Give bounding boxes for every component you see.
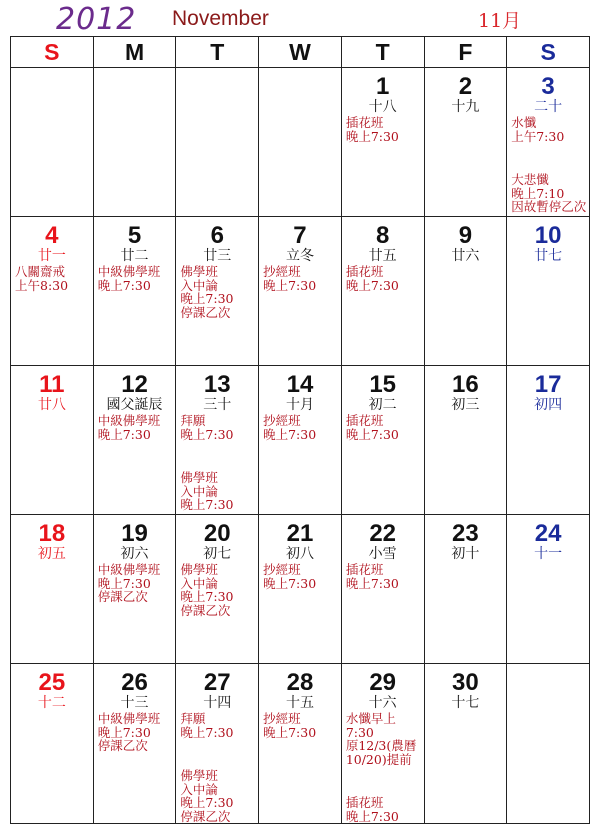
lunar-date: 二十 xyxy=(534,99,563,115)
day-cell xyxy=(259,664,342,824)
event-entry: 抄經班 晚上7:30 xyxy=(263,562,317,591)
event-entry: 佛學班 入中論 晚上7:30 停課乙次 xyxy=(180,768,234,824)
day-cell xyxy=(341,217,424,366)
month-title-chinese: 11月 xyxy=(478,10,522,32)
day-cell xyxy=(341,366,424,515)
lunar-date: 廿二 xyxy=(120,248,149,264)
lunar-date: 十八 xyxy=(368,99,397,115)
event-list xyxy=(176,563,258,617)
event-entry: 佛學班 入中論 晚上7:30 停課乙次 xyxy=(180,264,234,320)
empty-day-cell xyxy=(176,68,259,217)
weekday-sunday: S xyxy=(11,37,94,68)
lunar-date: 國父誕辰 xyxy=(106,397,163,413)
day-number: 26 xyxy=(121,669,148,696)
year-title: 2012 xyxy=(56,2,137,37)
day-cell xyxy=(176,664,259,824)
lunar-date: 十四 xyxy=(203,695,232,711)
day-number: 10 xyxy=(534,222,562,249)
event-entry: 插花班 晚上7:30 xyxy=(345,115,399,144)
calendar-week-row xyxy=(11,68,590,217)
lunar-date: 十二 xyxy=(37,695,66,711)
day-cell xyxy=(176,366,259,515)
day-number: 24 xyxy=(534,520,562,547)
event-entry: 抄經班 晚上7:30 xyxy=(263,711,317,740)
day-number: 4 xyxy=(45,222,59,249)
event-list xyxy=(259,265,341,292)
day-number: 16 xyxy=(452,371,479,398)
day-number: 15 xyxy=(369,371,397,398)
event-list xyxy=(342,116,424,143)
lunar-date: 初二 xyxy=(368,397,397,413)
empty-day-cell xyxy=(93,68,176,217)
lunar-date: 廿八 xyxy=(37,397,66,413)
day-cell xyxy=(341,68,424,217)
lunar-date: 廿六 xyxy=(451,248,480,264)
event-entry: 中級佛學班 晚上7:30 停課乙次 xyxy=(97,562,161,604)
event-entry: 中級佛學班 晚上7:30 停課乙次 xyxy=(97,711,161,753)
day-cell xyxy=(341,664,424,824)
day-cell xyxy=(507,366,590,515)
lunar-date: 初三 xyxy=(451,397,480,413)
day-cell xyxy=(507,217,590,366)
month-title-english: November xyxy=(172,7,269,30)
lunar-date: 初七 xyxy=(203,546,232,562)
lunar-date: 十一 xyxy=(534,546,563,562)
event-list xyxy=(259,414,341,441)
day-cell xyxy=(424,68,507,217)
day-cell xyxy=(424,664,507,824)
event-list xyxy=(94,265,176,292)
weekday-friday: F xyxy=(424,37,507,68)
day-cell xyxy=(424,366,507,515)
empty-day-cell xyxy=(11,68,94,217)
day-cell xyxy=(93,515,176,664)
day-cell xyxy=(259,366,342,515)
calendar-week-row xyxy=(11,664,590,824)
lunar-date: 十月 xyxy=(285,397,314,413)
lunar-date: 初六 xyxy=(120,546,149,562)
day-cell xyxy=(93,664,176,824)
weekday-thursday: T xyxy=(341,37,424,68)
event-list xyxy=(94,712,176,753)
empty-day-cell xyxy=(507,664,590,824)
day-number: 11 xyxy=(39,371,65,398)
event-entry: 八關齋戒 上午8:30 xyxy=(15,264,69,293)
weekday-monday: M xyxy=(93,37,176,68)
lunar-date: 三十 xyxy=(203,397,232,413)
day-number: 17 xyxy=(534,371,562,398)
lunar-date: 初四 xyxy=(534,397,563,413)
day-number: 9 xyxy=(458,222,473,249)
event-list xyxy=(11,265,93,292)
lunar-date: 十六 xyxy=(368,695,397,711)
lunar-date: 初十 xyxy=(451,546,480,562)
event-list xyxy=(259,712,341,739)
calendar-grid xyxy=(10,36,590,824)
day-cell xyxy=(11,217,94,366)
lunar-date: 初八 xyxy=(285,546,314,562)
event-list xyxy=(176,265,258,319)
day-number: 3 xyxy=(541,73,555,100)
event-list xyxy=(342,712,424,823)
day-number: 7 xyxy=(293,222,307,249)
day-number: 19 xyxy=(121,520,148,547)
weekday-tuesday: T xyxy=(176,37,259,68)
day-number: 20 xyxy=(203,520,231,547)
event-entry: 水懺早上7:30 原12/3(農曆 10/20)提前 xyxy=(345,711,417,767)
event-entry: 插花班 晚上7:30 xyxy=(345,795,399,824)
event-list xyxy=(342,563,424,590)
day-number: 13 xyxy=(203,371,231,398)
calendar-header xyxy=(0,0,600,38)
event-entry: 水懺 上午7:30 xyxy=(511,115,565,144)
event-entry: 插花班 晚上7:30 xyxy=(345,562,399,591)
event-list xyxy=(342,414,424,441)
day-number: 6 xyxy=(210,222,224,249)
day-cell xyxy=(259,515,342,664)
event-list xyxy=(342,265,424,292)
weekday-header-row xyxy=(11,37,590,68)
lunar-date: 立冬 xyxy=(285,248,314,264)
day-cell xyxy=(424,515,507,664)
day-cell xyxy=(176,217,259,366)
day-cell xyxy=(11,366,94,515)
event-entry: 佛學班 入中論 晚上7:30 停課乙次 xyxy=(180,562,234,618)
event-list xyxy=(94,414,176,441)
empty-day-cell xyxy=(259,68,342,217)
day-number: 12 xyxy=(121,371,148,398)
day-number: 29 xyxy=(369,669,397,696)
calendar-week-row xyxy=(11,366,590,515)
event-list xyxy=(259,563,341,590)
event-entry: 拜願 晚上7:30 xyxy=(180,413,234,442)
lunar-date: 廿七 xyxy=(534,248,563,264)
day-number: 18 xyxy=(38,520,66,547)
event-entry: 插花班 晚上7:30 xyxy=(345,264,399,293)
lunar-date: 廿一 xyxy=(37,248,66,264)
day-number: 8 xyxy=(375,222,390,249)
calendar-week-row xyxy=(11,217,590,366)
day-cell xyxy=(424,217,507,366)
day-number: 14 xyxy=(286,371,314,398)
day-number: 27 xyxy=(203,669,231,696)
day-cell xyxy=(176,515,259,664)
event-list xyxy=(94,563,176,604)
day-number: 2 xyxy=(458,73,473,100)
day-cell xyxy=(507,515,590,664)
event-list xyxy=(507,116,589,214)
event-entry: 插花班 晚上7:30 xyxy=(345,413,399,442)
event-entry: 抄經班 晚上7:30 xyxy=(263,264,317,293)
weekday-saturday: S xyxy=(507,37,590,68)
lunar-date: 小雪 xyxy=(368,546,397,562)
day-cell xyxy=(93,366,176,515)
day-number: 25 xyxy=(38,669,66,696)
day-cell xyxy=(11,515,94,664)
weekday-wednesday: W xyxy=(259,37,342,68)
lunar-date: 廿五 xyxy=(368,248,397,264)
day-cell xyxy=(11,664,94,824)
day-cell xyxy=(93,217,176,366)
day-number: 5 xyxy=(127,222,142,249)
calendar-week-row xyxy=(11,515,590,664)
lunar-date: 十七 xyxy=(451,695,480,711)
day-cell xyxy=(507,68,590,217)
event-entry: 抄經班 晚上7:30 xyxy=(263,413,317,442)
day-number: 28 xyxy=(286,669,314,696)
day-cell xyxy=(341,515,424,664)
day-number: 30 xyxy=(452,669,479,696)
event-entry: 大悲懺 晚上7:10 因故暫停乙次 xyxy=(511,172,587,214)
event-entry: 中級佛學班 晚上7:30 xyxy=(97,413,161,442)
lunar-date: 十九 xyxy=(451,99,480,115)
day-number: 1 xyxy=(375,73,390,100)
event-list xyxy=(176,712,258,823)
event-entry: 佛學班 入中論 晚上7:30 xyxy=(180,470,234,512)
day-number: 21 xyxy=(286,520,314,547)
day-number: 23 xyxy=(452,520,479,547)
lunar-date: 初五 xyxy=(37,546,66,562)
event-list xyxy=(176,414,258,512)
lunar-date: 十五 xyxy=(285,695,314,711)
event-entry: 拜願 晚上7:30 xyxy=(180,711,234,740)
lunar-date: 廿三 xyxy=(203,248,232,264)
day-number: 22 xyxy=(369,520,397,547)
day-cell xyxy=(259,217,342,366)
event-entry: 中級佛學班 晚上7:30 xyxy=(97,264,161,293)
lunar-date: 十三 xyxy=(120,695,149,711)
